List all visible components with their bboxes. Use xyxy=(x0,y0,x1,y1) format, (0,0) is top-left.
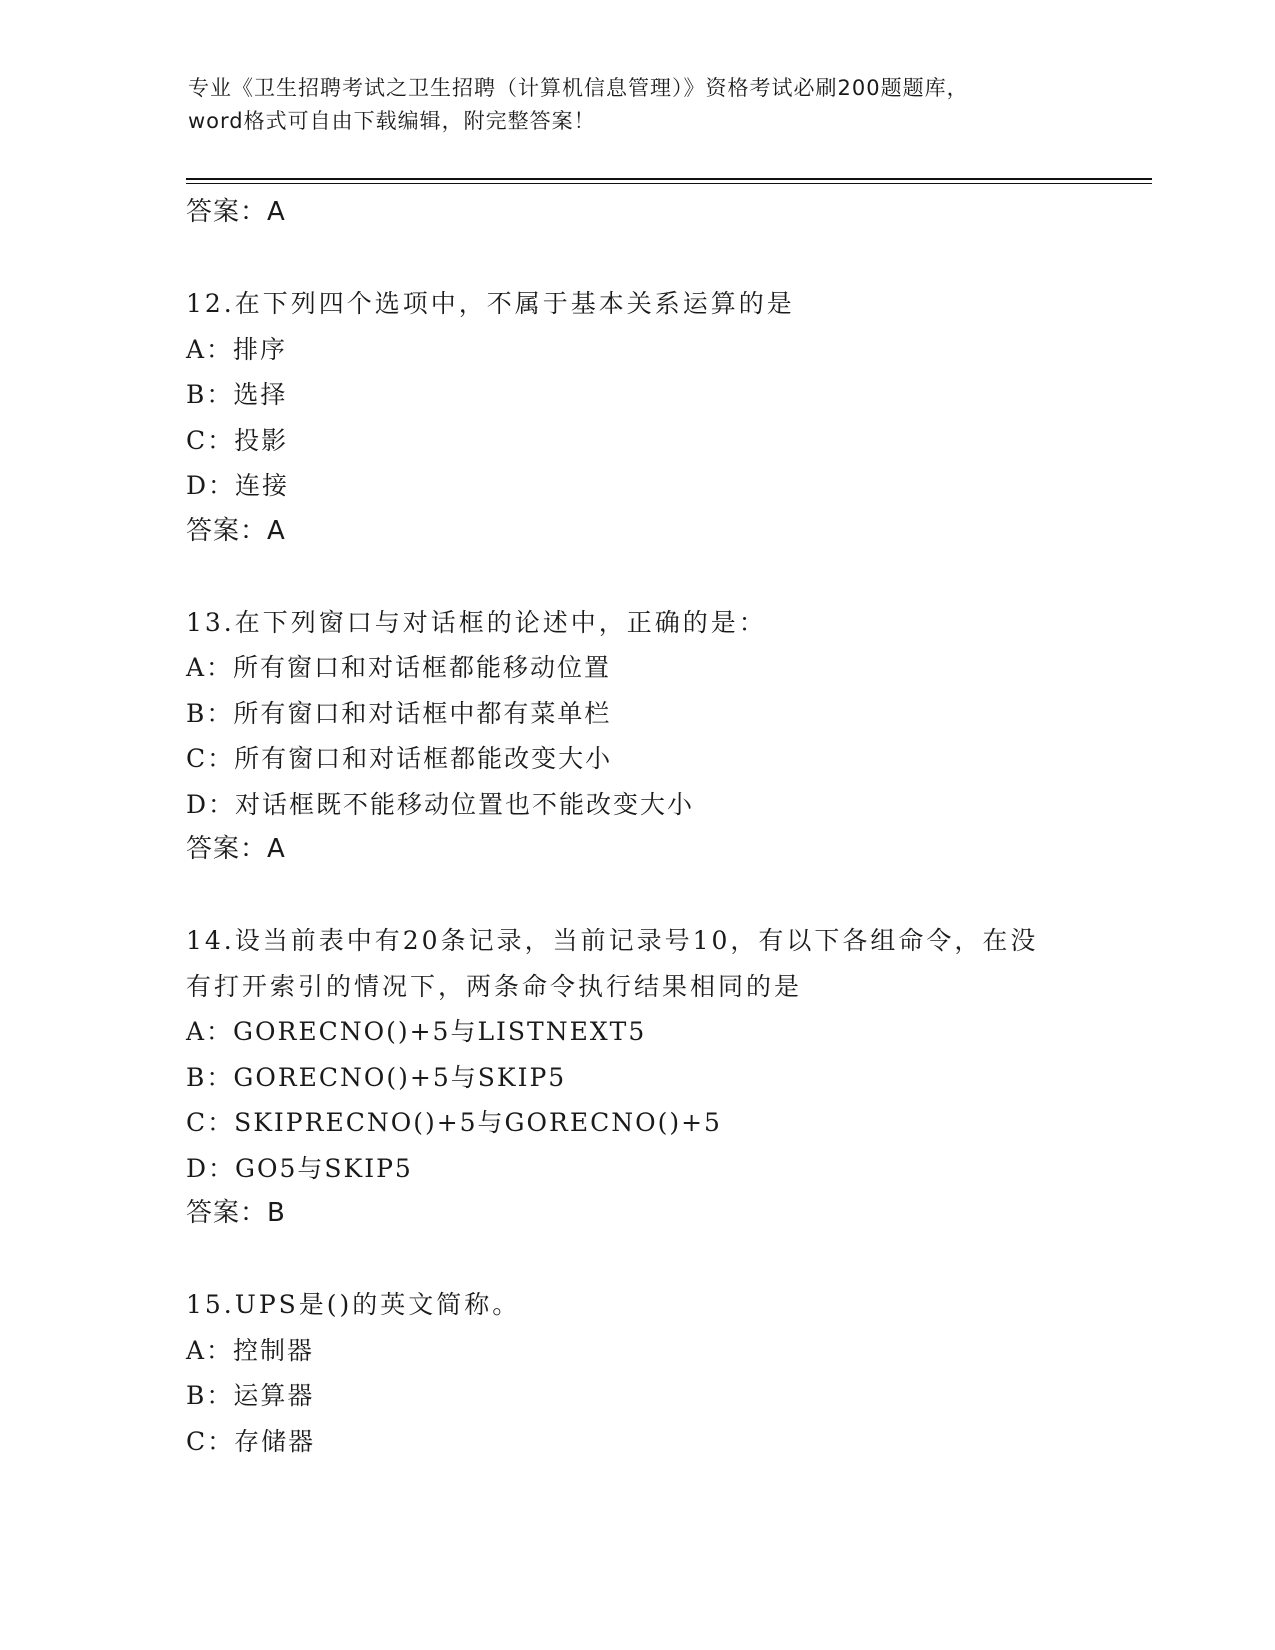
question-block xyxy=(186,1282,1086,1464)
question-list xyxy=(186,190,1086,1464)
option-d: D：GO5与SKIP5 xyxy=(186,1153,413,1183)
header-line-1: 专业《卫生招聘考试之卫生招聘（计算机信息管理）》资格考试必刷200题题库， xyxy=(188,76,969,100)
question-stem-continued: 有打开索引的情况下，两条命令执行结果相同的是 xyxy=(186,971,803,1001)
option-d: D：连接 xyxy=(186,471,290,500)
option-b: B：所有窗口和对话框中都有菜单栏 xyxy=(186,698,612,728)
option-b: B：运算器 xyxy=(186,1381,315,1410)
question-stem: 13.在下列窗口与对话框的论述中，正确的是： xyxy=(186,607,767,637)
header-divider-thin xyxy=(186,183,1152,184)
option-c: C：投影 xyxy=(186,425,289,455)
option-b: B：GORECNO()+5与SKIP5 xyxy=(186,1062,567,1092)
question-block xyxy=(186,600,1086,873)
answer-line: 答案：A xyxy=(186,197,286,227)
spacer xyxy=(186,1237,1086,1283)
answer-line: 答案：B xyxy=(186,1198,286,1228)
option-a: A：排序 xyxy=(186,334,288,364)
option-a: A：控制器 xyxy=(186,1335,315,1365)
option-d: D：对话框既不能移动位置也不能改变大小 xyxy=(186,789,695,819)
answer-line: 答案：A xyxy=(186,834,286,864)
document-header xyxy=(188,72,1068,138)
spacer xyxy=(186,873,1086,919)
question-stem: 12.在下列四个选项中，不属于基本关系运算的是 xyxy=(186,289,795,318)
question-stem: 15.UPS是()的英文简称。 xyxy=(186,1290,521,1319)
answer-line: 答案：A xyxy=(186,515,286,546)
option-c: C：SKIPRECNO()+5与GORECNO()+5 xyxy=(186,1108,722,1137)
option-a: A：GORECNO()+5与LISTNEXT5 xyxy=(186,1017,647,1046)
question-stem: 14.设当前表中有20条记录，当前记录号10，有以下各组命令，在没 xyxy=(186,926,1039,955)
question-block xyxy=(186,918,1086,1237)
header-line-2: word格式可自由下载编辑，附完整答案！ xyxy=(188,109,596,133)
option-c: C：所有窗口和对话框都能改变大小 xyxy=(186,744,613,773)
spacer xyxy=(186,236,1086,282)
header-divider-thick xyxy=(186,178,1152,180)
option-b: B：选择 xyxy=(186,380,288,409)
option-c: C：存储器 xyxy=(186,1426,316,1456)
question-block xyxy=(186,281,1086,554)
option-a: A：所有窗口和对话框都能移动位置 xyxy=(186,653,612,682)
spacer xyxy=(186,554,1086,600)
